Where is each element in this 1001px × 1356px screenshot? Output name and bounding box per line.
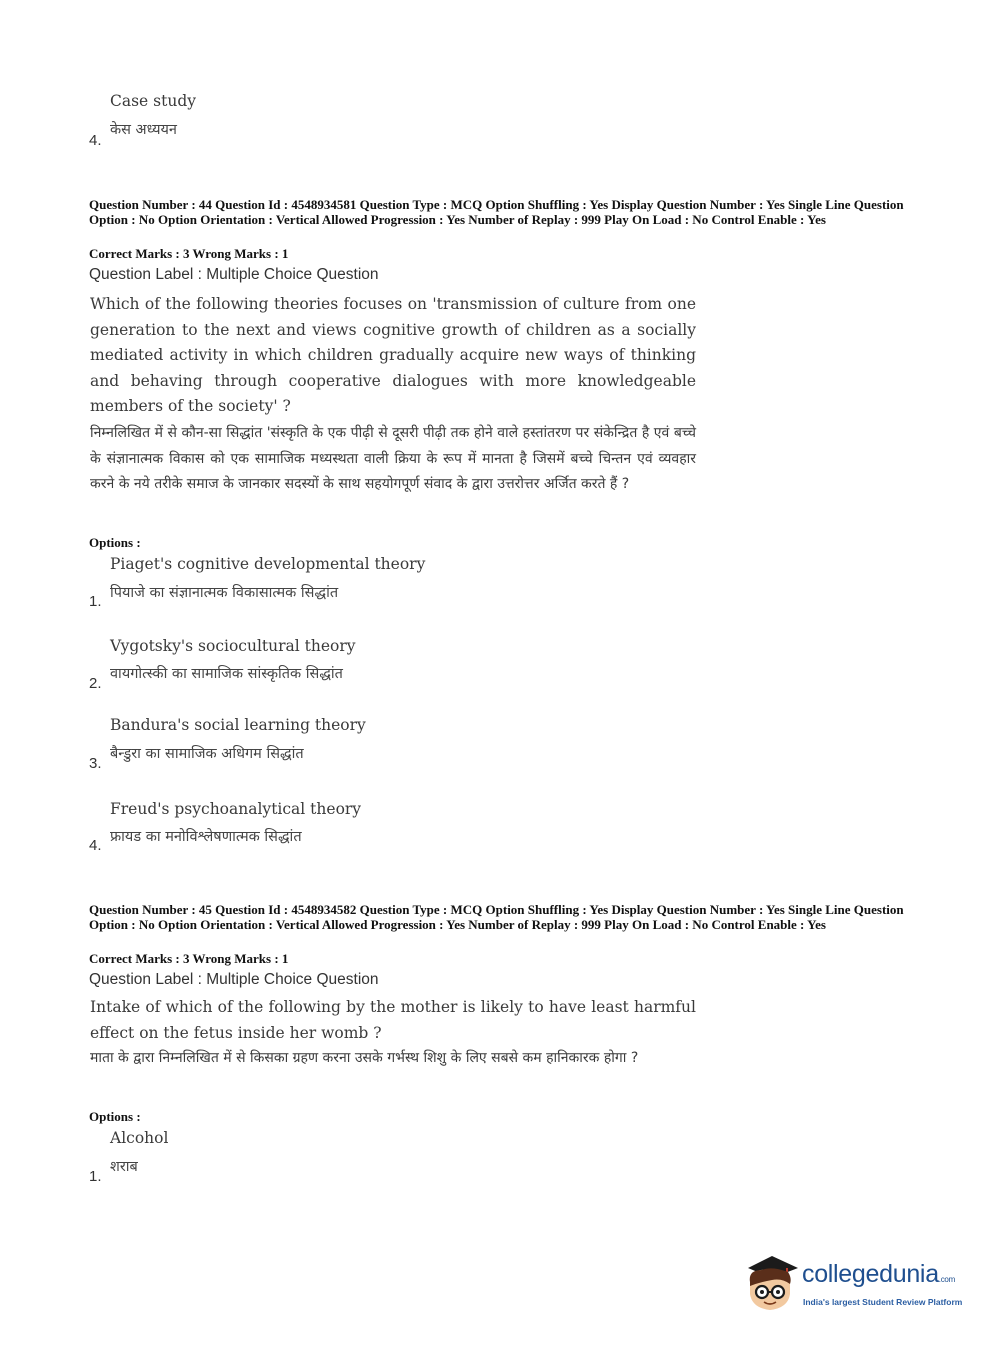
q45-marks: Correct Marks : 3 Wrong Marks : 1	[89, 951, 289, 966]
q45-meta: Question Number : 45 Question Id : 4548934582 Question Type : MCQ Option Shuffling : Yes Display Question Number : Yes Single Line Question Option : No Option Orientation : Vertical Allowed Progression : Yes Number of Replay : 999 Play On Load : No Control Enable : Yes	[89, 902, 904, 932]
q44-marks: Correct Marks : 3 Wrong Marks : 1	[89, 246, 289, 261]
q44-option-3-number: 3.	[89, 755, 102, 772]
q44-option-1-hi: पियाजे का संज्ञानात्मक विकासात्मक सिद्धांत	[110, 585, 339, 601]
prev-option-4-hi: केस अध्ययन	[110, 122, 177, 138]
q45-option-1-en: Alcohol	[110, 1129, 169, 1147]
q44-option-2-hi: वायगोत्स्की का सामाजिक सांस्कृतिक सिद्धांत	[110, 666, 343, 682]
logo-tagline: India's largest Student Review Platform	[803, 1297, 963, 1307]
q45-text-hi: माता के द्वारा निम्नलिखित में से किसका ग्रहण करना उसके गर्भस्थ शिशु के लिए सबसे कम हानिकारक होगा ?	[90, 1050, 639, 1066]
q44-option-4-hi: फ्रायड का मनोविश्लेषणात्मक सिद्धांत	[110, 829, 302, 845]
q45-option-1-hi: शराब	[110, 1159, 138, 1175]
q44-meta: Question Number : 44 Question Id : 4548934581 Question Type : MCQ Option Shuffling : Yes Display Question Number : Yes Single Line Question Option : No Option Orientation : Vertical Allowed Progression : Yes Number of Replay : 999 Play On Load : No Control Enable : Yes	[89, 197, 904, 227]
q44-text-hi: निम्नलिखित में से कौन-सा सिद्धांत 'संस्कृति के एक पीढ़ी से दूसरी पीढ़ी तक होने वाले हस्तांतरण पर संकेन्द्रित है एवं बच्चे के संज्ञानात्मक विकास को एक सामाजिक मध्यस्थता वाली क्रिया के रूप में मानता है जिसमें बच्चे चिन्तन एवं व्यवहार करने के नये तरीके समाज के जानकार सदस्यों के साथ सहयोगपूर्ण संवाद के द्वारा उत्तरोत्तर अर्जित करते हैं ?	[90, 425, 696, 493]
q44-option-2-number: 2.	[89, 675, 102, 692]
logo-tld: .com	[938, 1275, 955, 1284]
mascot-icon	[742, 1250, 800, 1314]
q44-options-label: Options :	[89, 535, 141, 550]
q44-option-1-number: 1.	[89, 593, 102, 610]
prev-option-4-en: Case study	[110, 92, 196, 110]
q44-option-4-en: Freud's psychoanalytical theory	[110, 800, 362, 818]
q44-option-4-number: 4.	[89, 837, 102, 854]
q45-label: Question Label : Multiple Choice Question	[89, 971, 379, 988]
q44-option-3-hi: बैन्डुरा का सामाजिक अधिगम सिद्धांत	[110, 746, 304, 762]
collegedunia-logo	[742, 1250, 972, 1320]
q44-label: Question Label : Multiple Choice Question	[89, 266, 379, 283]
q44-text-en: Which of the following theories focuses on 'transmission of culture from one generation to the next and views cognitive growth of children as a socially mediated activity in which children gradually acquire new ways of thinking and behaving through cooperative dialogues with more knowledgeable members of the society' ?	[90, 295, 696, 416]
q44-option-2-en: Vygotsky's sociocultural theory	[110, 637, 356, 655]
logo-wordmark: collegedunia	[802, 1260, 939, 1288]
q45-option-1-number: 1.	[89, 1168, 102, 1185]
q45-options-label: Options :	[89, 1109, 141, 1124]
q44-option-3-en: Bandura's social learning theory	[110, 716, 366, 734]
prev-option-4-number: 4.	[89, 132, 102, 149]
q44-option-1-en: Piaget's cognitive developmental theory	[110, 555, 426, 573]
q45-text-en: Intake of which of the following by the mother is likely to have least harmful effect on the fetus inside her womb ?	[90, 998, 696, 1042]
